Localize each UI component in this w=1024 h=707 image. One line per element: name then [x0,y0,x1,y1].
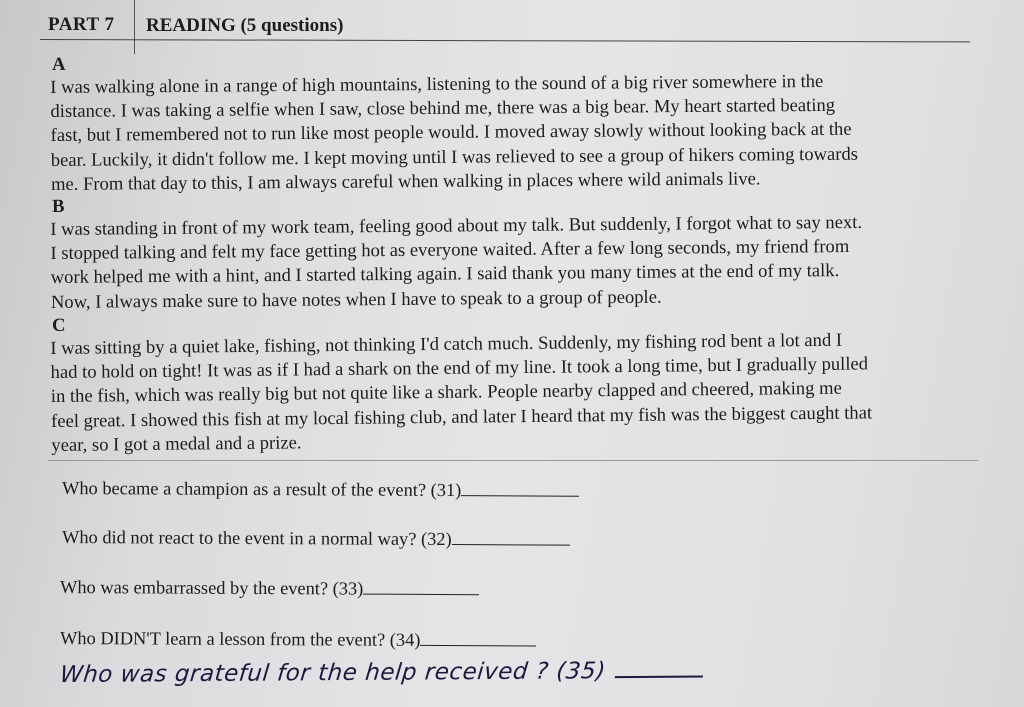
story-line: I was walking alone in a range of high mountains, listening to the sound of a big river somewhere in the [50,70,824,98]
story-line: had to hold on tight! It was as if I had a shark on the end of my line. It took a long time, but I gradually pulled [50,353,869,384]
story-line: distance. I was taking a selfie when I saw, close behind me, there was a big bear. My heart started beating [50,95,836,123]
question-text: Who DIDN'T learn a lesson from the event? (34) [59,628,421,650]
answer-blank[interactable] [615,676,703,679]
question-32 [62,527,570,551]
story-letter: C [51,314,66,336]
story-line: bear. Luckily, it didn't follow me. I kept moving until I was relieved to see a group of hikers coming towards [50,143,859,171]
answer-blank[interactable] [461,481,579,497]
section-header [48,14,968,40]
question-text: Who was embarrassed by the event? (33) [59,577,364,599]
part-label: PART 7 [48,14,115,35]
story-letter: B [51,195,65,217]
story-c [50,305,971,458]
question-text: Who became a champion as a result of the event? (31) [61,478,462,501]
story-line: in the fish, which was really big but not quite like a shark. People nearby clapped and cheered, making me [50,378,842,408]
story-b [50,188,971,315]
question-text: Who did not react to the event in a normal way? (32) [61,527,452,550]
story-letter: A [51,53,66,75]
story-line: I stopped talking and felt my face getting hot as everyone waited. After a few long seconds, my friend from [50,236,850,265]
story-line: I was sitting by a quiet lake, fishing, not thinking I'd catch much. Suddenly, my fishing rod bent a lot and I [50,329,843,359]
header-divider [134,0,135,54]
story-line: I was standing in front of my work team, feeling good about my talk. But suddenly, I forgot what to say next. [50,211,863,240]
answer-blank[interactable] [420,631,536,647]
section-title: READING (5 questions) [146,15,344,36]
story-line: year, so I got a medal and a prize. [51,432,302,456]
story-line: Now, I always make sure to have notes when I have to speak to a group of people. [50,286,662,313]
story-a [50,47,971,197]
handwritten-text: Who was grateful for the help received ? (35) [58,658,607,688]
answer-blank[interactable] [452,530,570,546]
question-33 [60,577,479,600]
story-line: work helped me with a hint, and I started talking again. I said thank you many times at the end of my talk. [50,260,840,289]
answer-blank[interactable] [363,580,479,596]
story-divider [48,460,978,461]
question-31 [62,478,579,502]
handwritten-question-35 [59,658,705,688]
question-34 [60,628,537,651]
story-line: feel great. I showed this fish at my local fishing club, and later I heard that my fish was the biggest caught that [51,402,873,432]
story-line: fast, but I remembered not to run like most people would. I moved away slowly without looking back at the [50,119,852,147]
story-line: me. From that day to this, I am always careful when walking in places where wild animals live. [50,168,761,195]
